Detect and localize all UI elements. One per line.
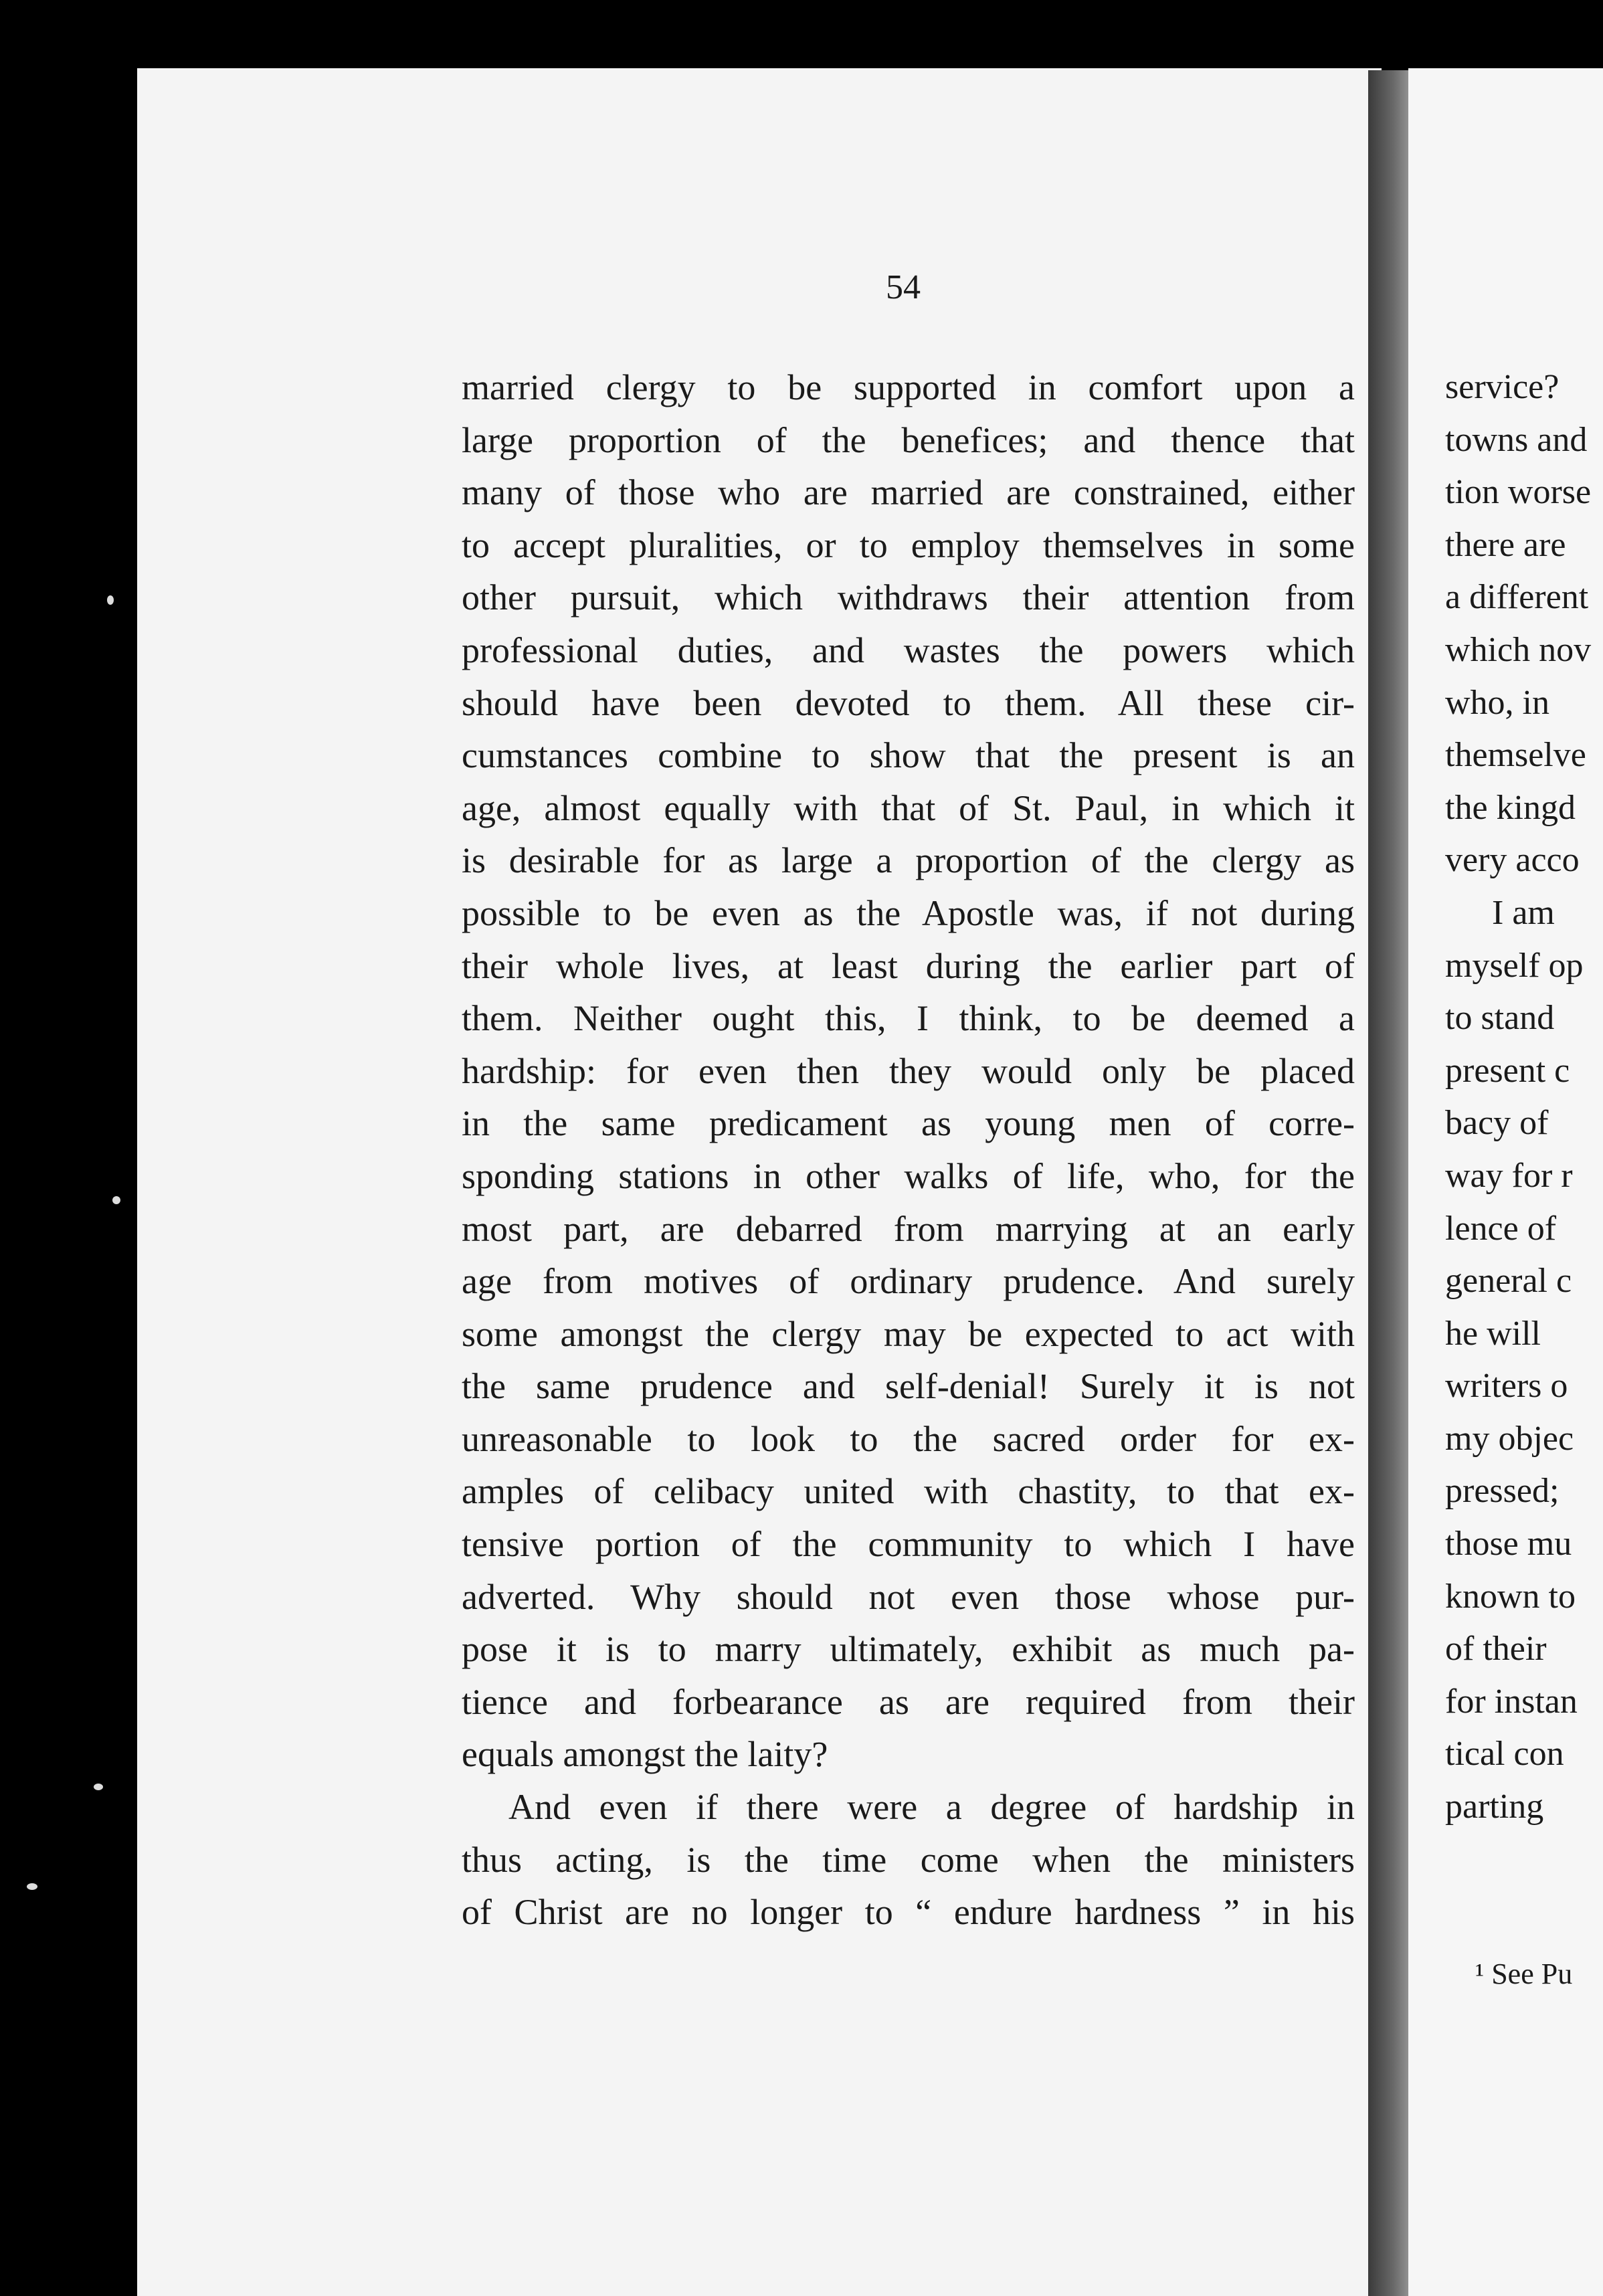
text-line: myself op <box>1445 946 1584 985</box>
text-line: present c <box>1445 1051 1570 1090</box>
text-line: for instan <box>1445 1682 1578 1721</box>
text-line: them. Neither ought this, I think, to be deemed a <box>462 998 1355 1039</box>
text-line: of their <box>1445 1630 1547 1668</box>
text-line: themselve <box>1445 736 1586 775</box>
text-line: service? <box>1445 368 1560 406</box>
text-line: many of those who are married are constrained, either <box>462 472 1355 513</box>
text-line: those mu <box>1445 1525 1572 1563</box>
text-line: hardship: for even then they would only be placed <box>462 1050 1355 1091</box>
text-line: in the same predicament as young men of corre- <box>462 1103 1355 1144</box>
text-line: bacy of <box>1445 1104 1549 1143</box>
text-line: amples of celibacy united with chastity, to that ex- <box>462 1471 1355 1512</box>
text-line: adverted. Why should not even those whose pur- <box>462 1576 1355 1617</box>
margin-speck <box>94 1784 103 1790</box>
text-line: other pursuit, which withdraws their attention from <box>462 577 1355 618</box>
text-line: general c <box>1445 1262 1572 1301</box>
right-page-body <box>1445 361 1603 1834</box>
text-line: some amongst the clergy may be expected to act with <box>462 1313 1355 1354</box>
text-line: is desirable for as large a proportion of the clergy as <box>462 840 1355 881</box>
text-line: pressed; <box>1445 1472 1560 1511</box>
text-line: known to <box>1445 1577 1576 1616</box>
text-line: there are <box>1445 525 1566 564</box>
text-line: age, almost equally with that of St. Paul, in which it <box>462 787 1355 828</box>
text-line: I am <box>1492 893 1555 932</box>
page-number: 54 <box>886 268 921 306</box>
text-line: who, in <box>1445 683 1549 722</box>
text-line: unreasonable to look to the sacred order for ex- <box>462 1418 1355 1459</box>
text-line: And even if there were a degree of hardship in <box>508 1787 1355 1828</box>
text-line: sponding stations in other walks of life, who, for the <box>462 1155 1355 1196</box>
left-page-body <box>462 361 1355 1939</box>
text-line: thus acting, is the time come when the ministers <box>462 1839 1355 1880</box>
margin-speck <box>27 1883 37 1890</box>
text-line: most part, are debarred from marrying at an early <box>462 1208 1355 1249</box>
text-line: way for r <box>1445 1156 1573 1195</box>
text-line: writers o <box>1445 1367 1568 1406</box>
text-line: of Christ are no longer to “ endure hardness ” in his <box>462 1892 1355 1933</box>
text-line: the kingd <box>1445 788 1576 827</box>
margin-speck <box>107 595 114 605</box>
right-page-footnote: ¹ See Pu <box>1475 1957 1573 1990</box>
text-line: he will <box>1445 1314 1541 1353</box>
text-line: large proportion of the benefices; and thence that <box>462 419 1355 460</box>
text-line: the same prudence and self-denial! Surely it is not <box>462 1366 1355 1407</box>
text-line: pose it is to marry ultimately, exhibit as much pa- <box>462 1629 1355 1670</box>
text-line: should have been devoted to them. All these cir- <box>462 682 1355 723</box>
text-line: to accept pluralities, or to employ themselves in some <box>462 524 1355 565</box>
text-line: my objec <box>1445 1419 1574 1458</box>
text-line: age from motives of ordinary prudence. And surely <box>462 1261 1355 1302</box>
text-line: possible to be even as the Apostle was, if not during <box>462 892 1355 933</box>
text-line: cumstances combine to show that the present is an <box>462 735 1355 776</box>
text-line: tical con <box>1445 1735 1564 1774</box>
text-line: tience and forbearance as are required from their <box>462 1681 1355 1722</box>
text-line: to stand <box>1445 999 1555 1038</box>
text-line: equals amongst the laity? <box>462 1734 828 1775</box>
text-line: professional duties, and wastes the powers which <box>462 630 1355 670</box>
text-line: their whole lives, at least during the earlier part of <box>462 945 1355 986</box>
margin-speck <box>112 1196 120 1204</box>
text-line: tion worse <box>1445 473 1592 512</box>
text-line: very acco <box>1445 841 1580 880</box>
text-line: lence of <box>1445 1209 1557 1248</box>
text-line: towns and <box>1445 420 1588 459</box>
text-line: which nov <box>1445 630 1592 669</box>
text-line: a different <box>1445 578 1589 617</box>
text-line: tensive portion of the community to which I have <box>462 1524 1355 1565</box>
text-line: married clergy to be supported in comfort upon a <box>462 367 1355 407</box>
text-line: parting <box>1445 1788 1544 1826</box>
